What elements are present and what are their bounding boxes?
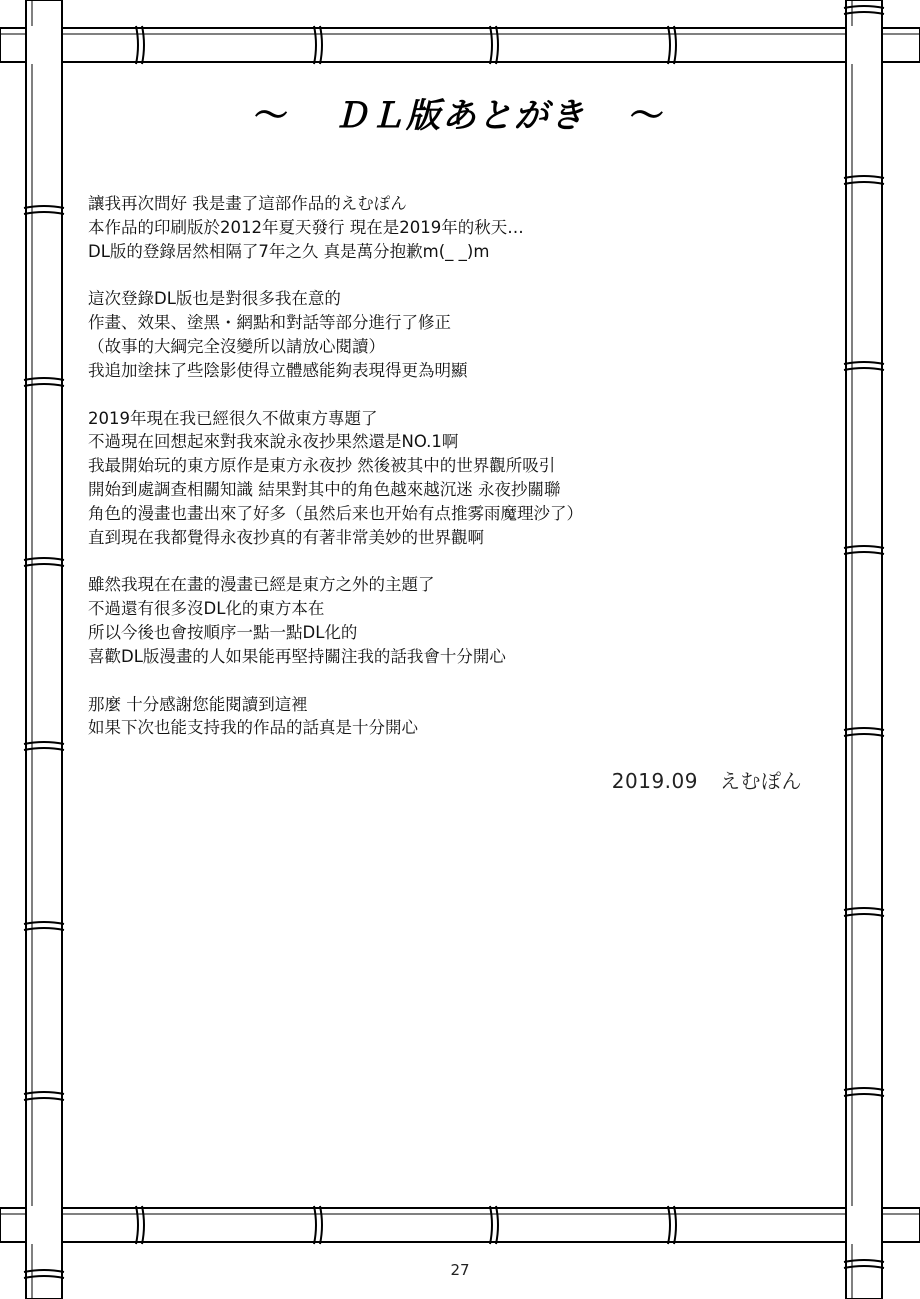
- text-line: 作畫、效果、塗黑・網點和對話等部分進行了修正: [88, 313, 451, 333]
- paragraph-2: [88, 287, 778, 382]
- text-line: 開始到處調查相關知識 結果對其中的角色越來越沉迷 永夜抄關聯: [88, 479, 561, 499]
- title-tilde-right: ～: [629, 96, 666, 136]
- text-line: 讓我再次問好 我是畫了這部作品的えむぽん: [88, 194, 407, 213]
- page-title: [0, 88, 920, 137]
- text-line: 不過現在回想起來對我來說永夜抄果然還是NO.1啊: [88, 432, 459, 452]
- signature-date: 2019.09: [611, 769, 698, 793]
- text-line: 那麼 十分感謝您能閱讀到這裡: [88, 694, 308, 714]
- paragraph-5: [88, 693, 778, 741]
- page-number: 27: [450, 1261, 470, 1279]
- title-text: ＤＬ版あとがき: [334, 96, 586, 136]
- text-line: 2019年現在我已經很久不做東方專題了: [88, 408, 378, 428]
- paragraph-4: [88, 573, 778, 668]
- text-line: 直到現在我都覺得永夜抄真的有著非常美妙的世界觀啊: [88, 527, 484, 547]
- signature: [612, 765, 802, 794]
- text-line: 不過還有很多沒DL化的東方本在: [88, 599, 325, 619]
- text-line: 本作品的印刷版於2012年夏天發行 現在是2019年的秋天…: [88, 217, 524, 237]
- signature-author: えむぽん: [720, 769, 802, 793]
- afterword-body: [88, 192, 778, 764]
- text-line: 我追加塗抹了些陰影使得立體感能夠表現得更為明顯: [88, 360, 468, 380]
- text-line: 這次登錄DL版也是對很多我在意的: [88, 289, 341, 309]
- paragraph-3: [88, 407, 778, 550]
- text-line: DL版的登錄居然相隔了7年之久 真是萬分抱歉m(_ _)m: [88, 241, 490, 261]
- text-line: 我最開始玩的東方原作是東方永夜抄 然後被其中的世界觀所吸引: [88, 456, 556, 476]
- title-tilde-left: ～: [254, 96, 291, 136]
- text-line: 角色的漫畫也畫出來了好多（虽然后来也开始有点推雾雨魔理沙了）: [88, 503, 583, 523]
- text-line: 所以今後也會按順序一點一點DL化的: [88, 622, 358, 642]
- text-line: 如果下次也能支持我的作品的話真是十分開心: [88, 718, 418, 738]
- right-bamboo-rod: [846, 0, 882, 1299]
- text-line: 喜歡DL版漫畫的人如果能再堅持關注我的話我會十分開心: [88, 646, 506, 666]
- left-bamboo-rod: [26, 0, 62, 1299]
- paragraph-1: [88, 192, 778, 263]
- text-line: （故事的大綱完全沒變所以請放心閱讀）: [88, 336, 385, 356]
- text-line: 雖然我現在在畫的漫畫已經是東方之外的主題了: [88, 575, 435, 595]
